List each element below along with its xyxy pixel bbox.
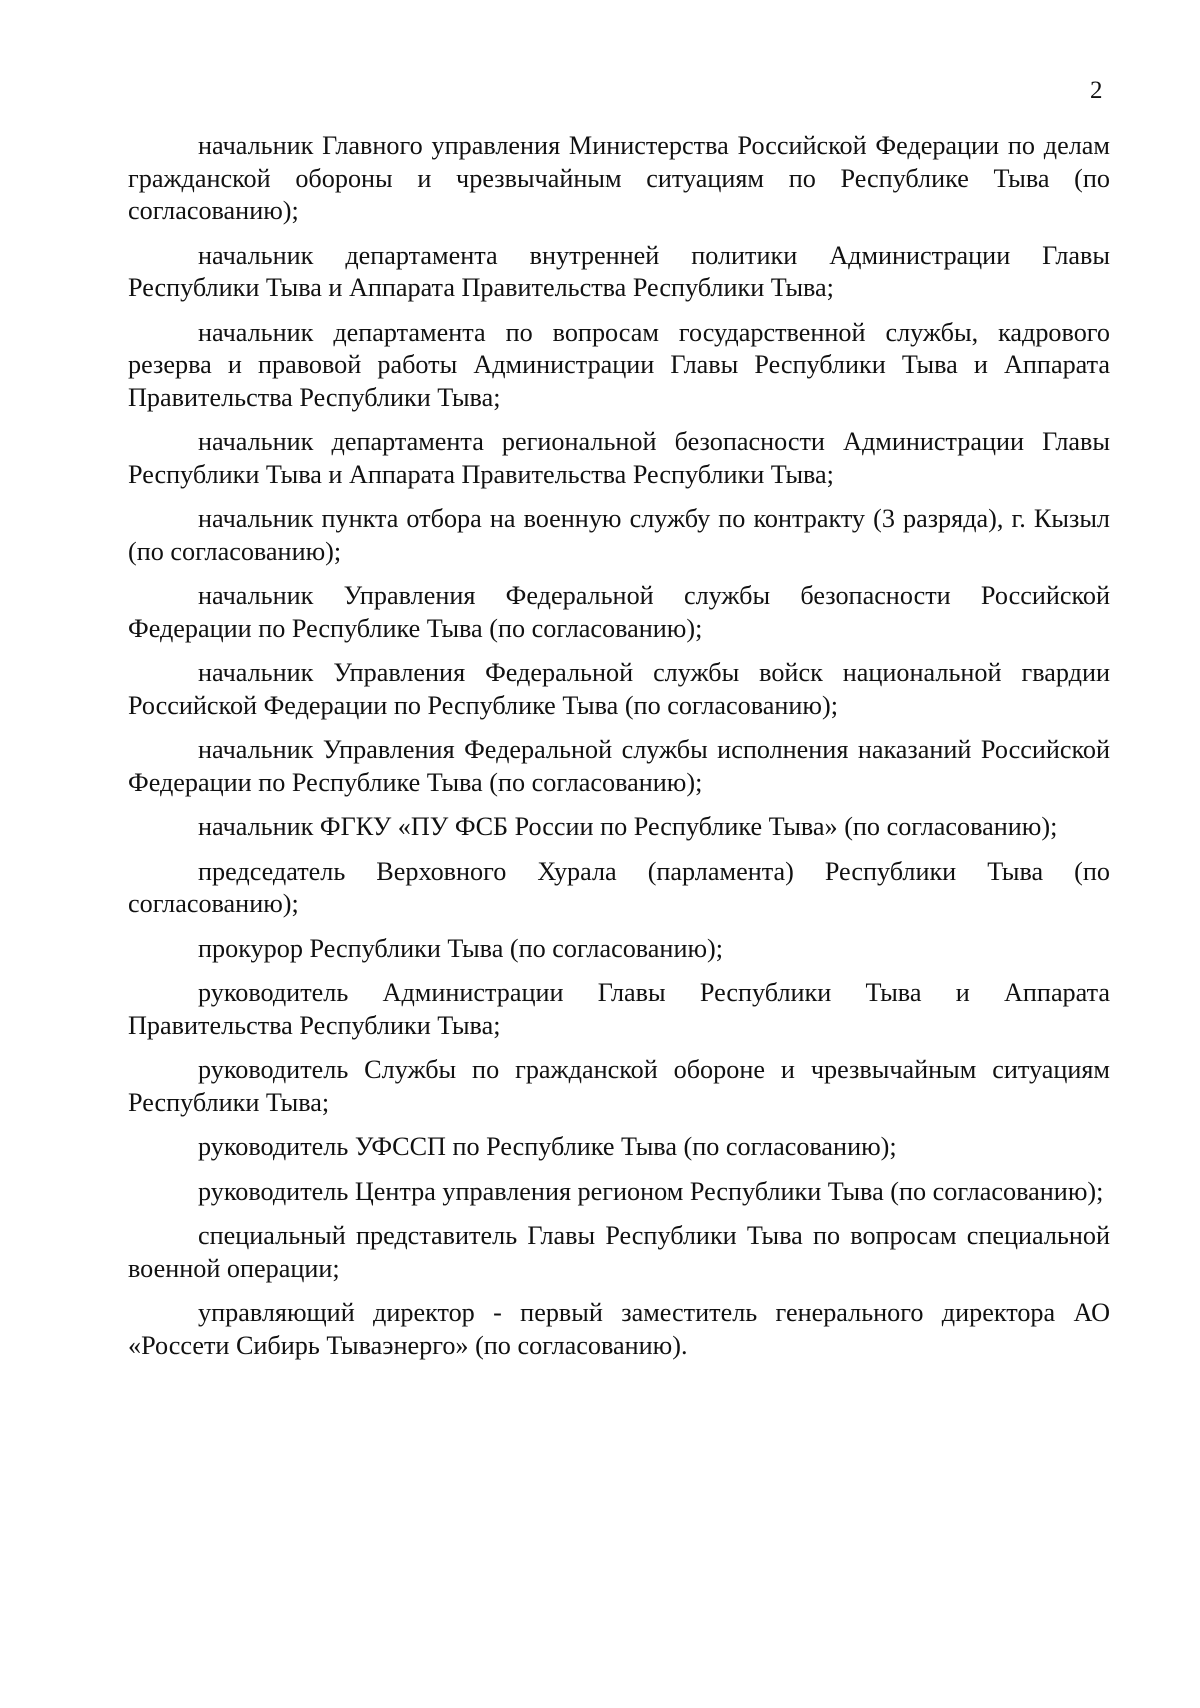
list-item: руководитель УФССП по Республике Тыва (по согласованию); bbox=[198, 1132, 897, 1161]
list-item: руководитель Службы по гражданской обороне и чрезвычайным ситуациям Республики Тыва; bbox=[128, 1055, 1110, 1117]
list-item: руководитель Администрации Главы Республики Тыва и Аппарата Правительства Республики Тыва; bbox=[128, 978, 1110, 1040]
list-item: управляющий директор - первый заместитель генерального директора АО «Россети Сибирь Тываэнерго» (по согласованию). bbox=[128, 1298, 1110, 1360]
list-item: начальник Главного управления Министерства Российской Федерации по делам гражданской обороны и чрезвычайным ситуациям по Республике Тыва (по согласованию); bbox=[128, 131, 1110, 225]
list-item: начальник пункта отбора на военную службу по контракту (3 разряда), г. Кызыл (по согласованию); bbox=[128, 504, 1110, 566]
list-item: руководитель Центра управления регионом Республики Тыва (по согласованию); bbox=[198, 1176, 1104, 1206]
member-list bbox=[128, 130, 1110, 1362]
list-item: председатель Верховного Хурала (парламента) Республики Тыва (по согласованию); bbox=[128, 856, 1110, 918]
list-item: начальник департамента по вопросам государственной службы, кадрового резерва и правовой работы Администрации Главы Республики Тыва и Аппарата Правительства Республики Тыва; bbox=[128, 317, 1110, 412]
page-number: 2 bbox=[1090, 77, 1103, 104]
list-item: начальник департамента внутренней политики Администрации Главы Республики Тыва и Аппарата Правительства Республики Тыва; bbox=[128, 240, 1110, 302]
list-item: специальный представитель Главы Республики Тыва по вопросам специальной военной операции; bbox=[128, 1221, 1110, 1283]
list-item: начальник департамента региональной безопасности Администрации Главы Республики Тыва и Аппарата Правительства Республики Тыва; bbox=[128, 427, 1110, 489]
list-item: прокурор Республики Тыва (по согласованию); bbox=[198, 933, 724, 963]
list-item: начальник ФГКУ «ПУ ФСБ России по Республике Тыва» (по согласованию); bbox=[198, 812, 1058, 841]
list-item: начальник Управления Федеральной службы безопасности Российской Федерации по Республике Тыва (по согласованию); bbox=[128, 581, 1110, 643]
list-item: начальник Управления Федеральной службы войск национальной гвардии Российской Федерации по Республике Тыва (по согласованию); bbox=[128, 658, 1110, 720]
list-item: начальник Управления Федеральной службы исполнения наказаний Российской Федерации по Республике Тыва (по согласованию); bbox=[128, 735, 1110, 797]
